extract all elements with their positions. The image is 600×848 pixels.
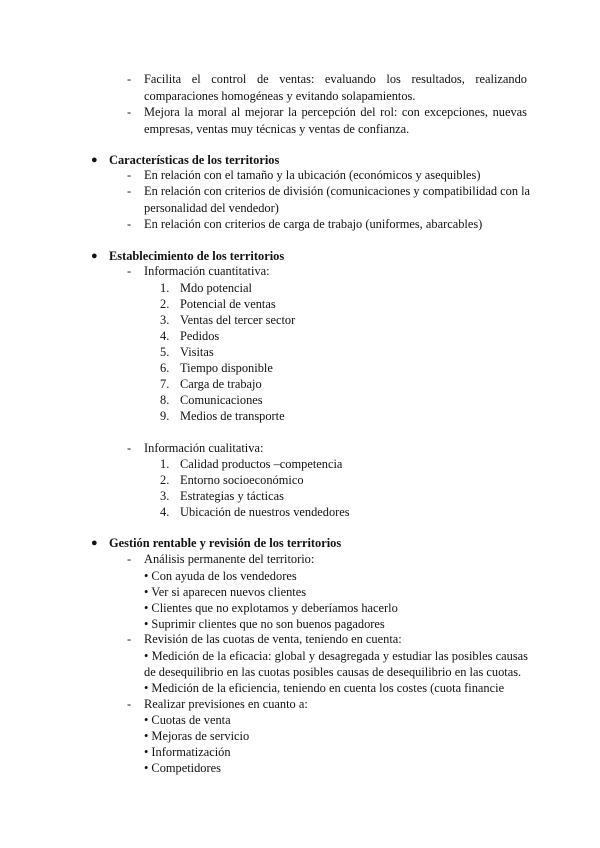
forecast-label bbox=[127, 696, 527, 713]
quantitative-item-4: 4. Pedidos bbox=[160, 329, 220, 343]
bullet-icon: ● bbox=[91, 250, 98, 262]
intro-item-2 bbox=[127, 104, 527, 137]
quantitative-label-text: Información cuantitativa: bbox=[144, 264, 270, 278]
review-label-text: Revisión de las cuotas de venta, teniendo en cuenta: bbox=[144, 632, 402, 646]
analysis-label-text: Análisis permanente del territorio: bbox=[144, 552, 315, 566]
section3-heading bbox=[91, 535, 341, 551]
section1-item-2 bbox=[127, 183, 531, 216]
qualitative-item-2: 2. Entorno socioeconómico bbox=[160, 473, 304, 487]
qualitative-item-1: 1. Calidad productos –competencia bbox=[160, 457, 343, 471]
bullet-icon: ● bbox=[91, 154, 98, 166]
analysis-item-3: • Clientes que no explotamos y deberíamos hacerlo bbox=[144, 601, 398, 615]
analysis-item-1: • Con ayuda de los vendedores bbox=[144, 569, 297, 583]
quantitative-item-5: 5. Visitas bbox=[160, 345, 214, 359]
bullet-icon: ● bbox=[91, 537, 98, 549]
dash-marker: - bbox=[127, 168, 132, 182]
section1-heading bbox=[91, 152, 279, 168]
quantitative-item-6: 6. Tiempo disponible bbox=[160, 361, 273, 375]
review-line-2: de desequilibrio en las cuotas posibles causas de desequilibrio en las cuotas. bbox=[144, 665, 522, 679]
review-label bbox=[127, 631, 527, 648]
dash-marker: - bbox=[127, 72, 132, 86]
quantitative-item-8: 8. Comunicaciones bbox=[160, 393, 263, 407]
forecast-item-3: • Informatización bbox=[144, 745, 231, 759]
section1-item-2-line-1: En relación con criterios de división (comunicaciones y compatibilidad con la bbox=[144, 184, 531, 198]
intro-item-1-line-1: Facilita el control de ventas: evaluando los resultados, realizando bbox=[144, 72, 527, 86]
dash-marker: - bbox=[127, 632, 132, 646]
forecast-item-4: • Competidores bbox=[144, 761, 221, 775]
quantitative-item-7: 7. Carga de trabajo bbox=[160, 377, 262, 391]
analysis-label bbox=[127, 551, 527, 568]
qualitative-item-3: 3. Estrategias y tácticas bbox=[160, 489, 284, 503]
dash-marker: - bbox=[127, 264, 132, 278]
forecast-item-1: • Cuotas de venta bbox=[144, 713, 231, 727]
intro-item-1 bbox=[127, 71, 527, 104]
intro-item-1-line-2: comparaciones homogéneas y evitando solapamientos. bbox=[144, 88, 416, 103]
quantitative-item-9: 9. Medios de transporte bbox=[160, 409, 285, 423]
section1-heading-text: Características de los territorios bbox=[109, 153, 280, 167]
section3-heading-text: Gestión rentable y revisión de los territorios bbox=[109, 536, 342, 550]
dash-marker: - bbox=[127, 105, 132, 119]
quantitative-label bbox=[127, 263, 527, 280]
review-line-1: • Medición de la eficacia: global y desagregada y estudiar las posibles causas bbox=[144, 649, 528, 663]
section1-item-3 bbox=[127, 216, 527, 233]
review-line-3: • Medición de la eficiencia, teniendo en cuenta los costes (cuota financie bbox=[144, 681, 505, 695]
forecast-item-2: • Mejoras de servicio bbox=[144, 729, 250, 743]
section2-heading bbox=[91, 248, 284, 264]
qualitative-label-text: Información cualitativa: bbox=[144, 441, 264, 455]
quantitative-item-2: 2. Potencial de ventas bbox=[160, 297, 276, 311]
section1-item-1 bbox=[127, 167, 527, 184]
intro-item-2-line-1: Mejora la moral al mejorar la percepción del rol: con excepciones, nuevas bbox=[144, 105, 527, 119]
quantitative-item-3: 3. Ventas del tercer sector bbox=[160, 313, 296, 327]
qualitative-item-4: 4. Ubicación de nuestros vendedores bbox=[160, 505, 350, 519]
intro-item-2-line-2: empresas, ventas muy técnicas y ventas de confianza. bbox=[144, 121, 410, 136]
quantitative-item-1: 1. Mdo potencial bbox=[160, 281, 252, 295]
analysis-item-2: • Ver si aparecen nuevos clientes bbox=[144, 585, 307, 599]
qualitative-label bbox=[127, 440, 527, 457]
dash-marker: - bbox=[127, 217, 132, 231]
section2-heading-text: Establecimiento de los territorios bbox=[109, 249, 285, 263]
dash-marker: - bbox=[127, 697, 132, 711]
section1-item-3-text: En relación con criterios de carga de trabajo (uniformes, abarcables) bbox=[144, 217, 483, 231]
section1-item-1-text: En relación con el tamaño y la ubicación (económicos y asequibles) bbox=[144, 168, 481, 182]
section1-item-2-line-2: personalidad del vendedor) bbox=[144, 200, 279, 215]
forecast-label-text: Realizar previsiones en cuanto a: bbox=[144, 697, 308, 711]
dash-marker: - bbox=[127, 441, 132, 455]
analysis-item-4: • Suprimir clientes que no son buenos pagadores bbox=[144, 617, 385, 631]
dash-marker: - bbox=[127, 552, 132, 566]
dash-marker: - bbox=[127, 184, 132, 198]
